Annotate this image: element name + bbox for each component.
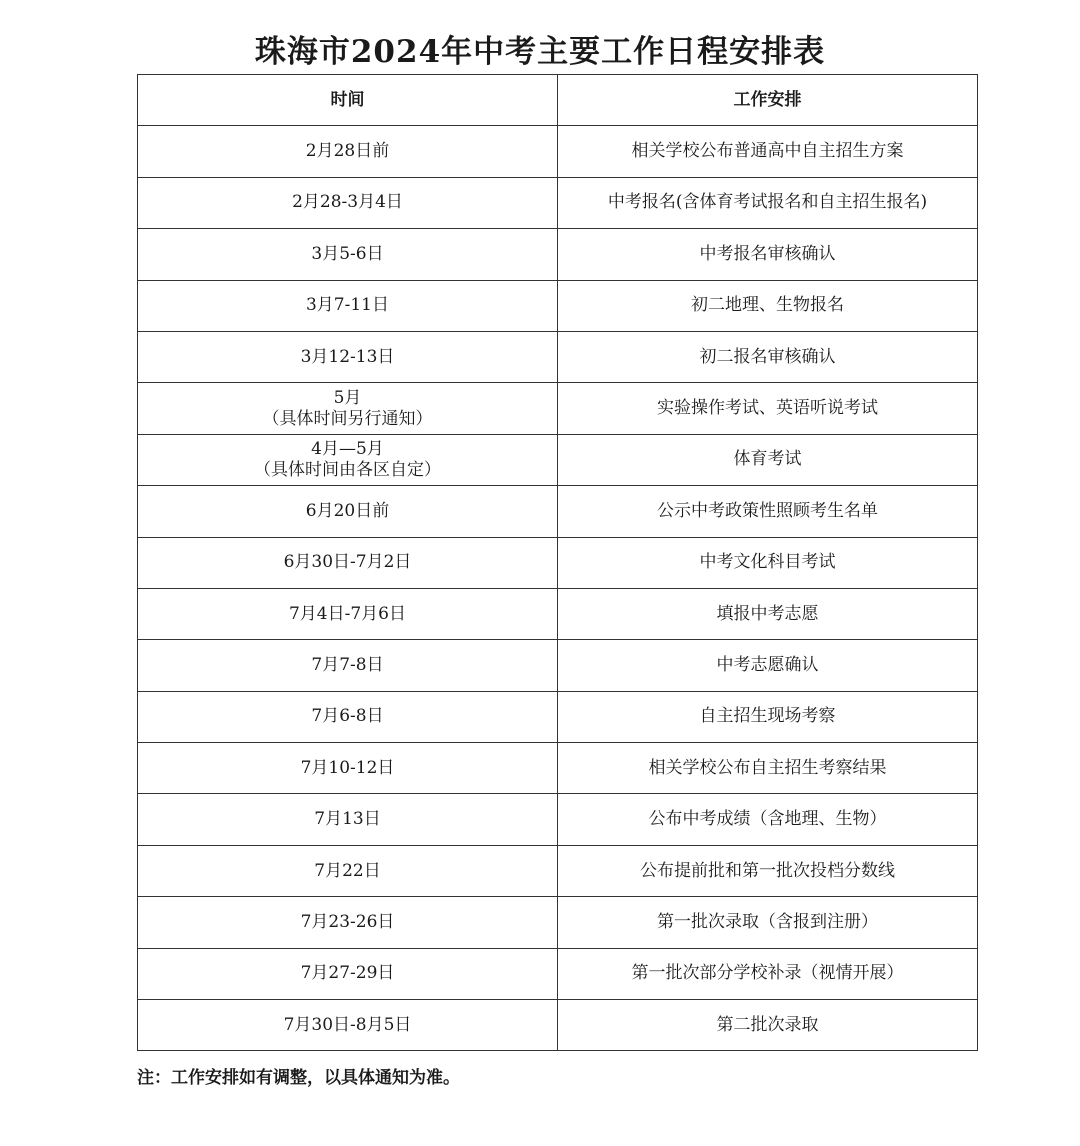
task-cell: 公布中考成绩（含地理、生物） [558,794,978,845]
time-cell [138,434,558,485]
time-text: 5月 [333,387,362,408]
table-row [138,280,978,331]
task-cell: 实验操作考试、英语听说考试 [558,383,978,434]
task-cell: 第二批次录取 [558,1000,978,1051]
task-cell: 相关学校公布普通高中自主招生方案 [558,126,978,177]
time-note-text: （具体时间由各区自定） [254,459,441,480]
time-note-text: （具体时间另行通知） [262,408,433,429]
table-row [138,845,978,896]
task-cell: 相关学校公布自主招生考察结果 [558,743,978,794]
task-cell: 自主招生现场考察 [558,691,978,742]
table-row [138,691,978,742]
table-row [138,537,978,588]
time-text: 7月23-26日 [300,911,395,932]
task-cell: 第一批次部分学校补录（视情开展） [558,948,978,999]
time-text: 3月12-13日 [300,346,395,367]
table-row [138,640,978,691]
time-text: 2月28-3月4日 [292,192,403,213]
task-cell: 初二报名审核确认 [558,331,978,382]
page-title: 珠海市2024年中考主要工作日程安排表 [254,34,826,70]
time-text: 6月20日前 [305,500,390,521]
time-text: 3月5-6日 [311,243,384,264]
time-text: 7月13日 [314,809,381,830]
schedule-body [138,126,978,1051]
table-row [138,897,978,948]
time-cell [138,588,558,639]
table-row [138,434,978,485]
time-cell [138,640,558,691]
time-text: 7月4日-7月6日 [288,603,406,624]
time-cell [138,1000,558,1051]
task-cell: 中考报名(含体育考试报名和自主招生报名) [558,177,978,228]
time-cell [138,537,558,588]
table-row [138,331,978,382]
column-header-time: 时间 [138,75,558,126]
time-cell [138,383,558,434]
table-row [138,229,978,280]
table-row [138,588,978,639]
time-text: 7月10-12日 [300,757,395,778]
time-text: 7月7-8日 [311,654,384,675]
time-cell [138,331,558,382]
time-text: 7月22日 [314,860,381,881]
schedule-table [137,74,978,1051]
task-cell: 初二地理、生物报名 [558,280,978,331]
time-text: 7月30日-8月5日 [283,1014,412,1035]
time-text: 4月—5月 [311,438,384,459]
time-cell [138,845,558,896]
time-text: 7月27-29日 [300,963,395,984]
table-row [138,177,978,228]
table-row [138,383,978,434]
footnote: 注：工作安排如有调整，以具体通知为准。 [137,1068,460,1088]
task-cell: 公布提前批和第一批次投档分数线 [558,845,978,896]
time-cell [138,486,558,537]
table-row [138,794,978,845]
table-header-row [138,75,978,126]
table-row [138,1000,978,1051]
time-cell [138,948,558,999]
time-cell [138,177,558,228]
table-row [138,486,978,537]
time-text: 7月6-8日 [311,706,384,727]
task-cell: 第一批次录取（含报到注册） [558,897,978,948]
task-cell: 中考志愿确认 [558,640,978,691]
table-row [138,948,978,999]
column-header-task: 工作安排 [558,75,978,126]
task-cell: 中考报名审核确认 [558,229,978,280]
time-cell [138,126,558,177]
time-text: 3月7-11日 [305,295,389,316]
time-cell [138,897,558,948]
task-cell: 体育考试 [558,434,978,485]
task-cell: 公示中考政策性照顾考生名单 [558,486,978,537]
time-cell [138,743,558,794]
time-cell [138,229,558,280]
time-text: 2月28日前 [305,141,390,162]
task-cell: 填报中考志愿 [558,588,978,639]
time-cell [138,691,558,742]
task-cell: 中考文化科目考试 [558,537,978,588]
table-row [138,126,978,177]
time-cell [138,280,558,331]
time-cell [138,794,558,845]
time-text: 6月30日-7月2日 [283,552,412,573]
table-row [138,743,978,794]
